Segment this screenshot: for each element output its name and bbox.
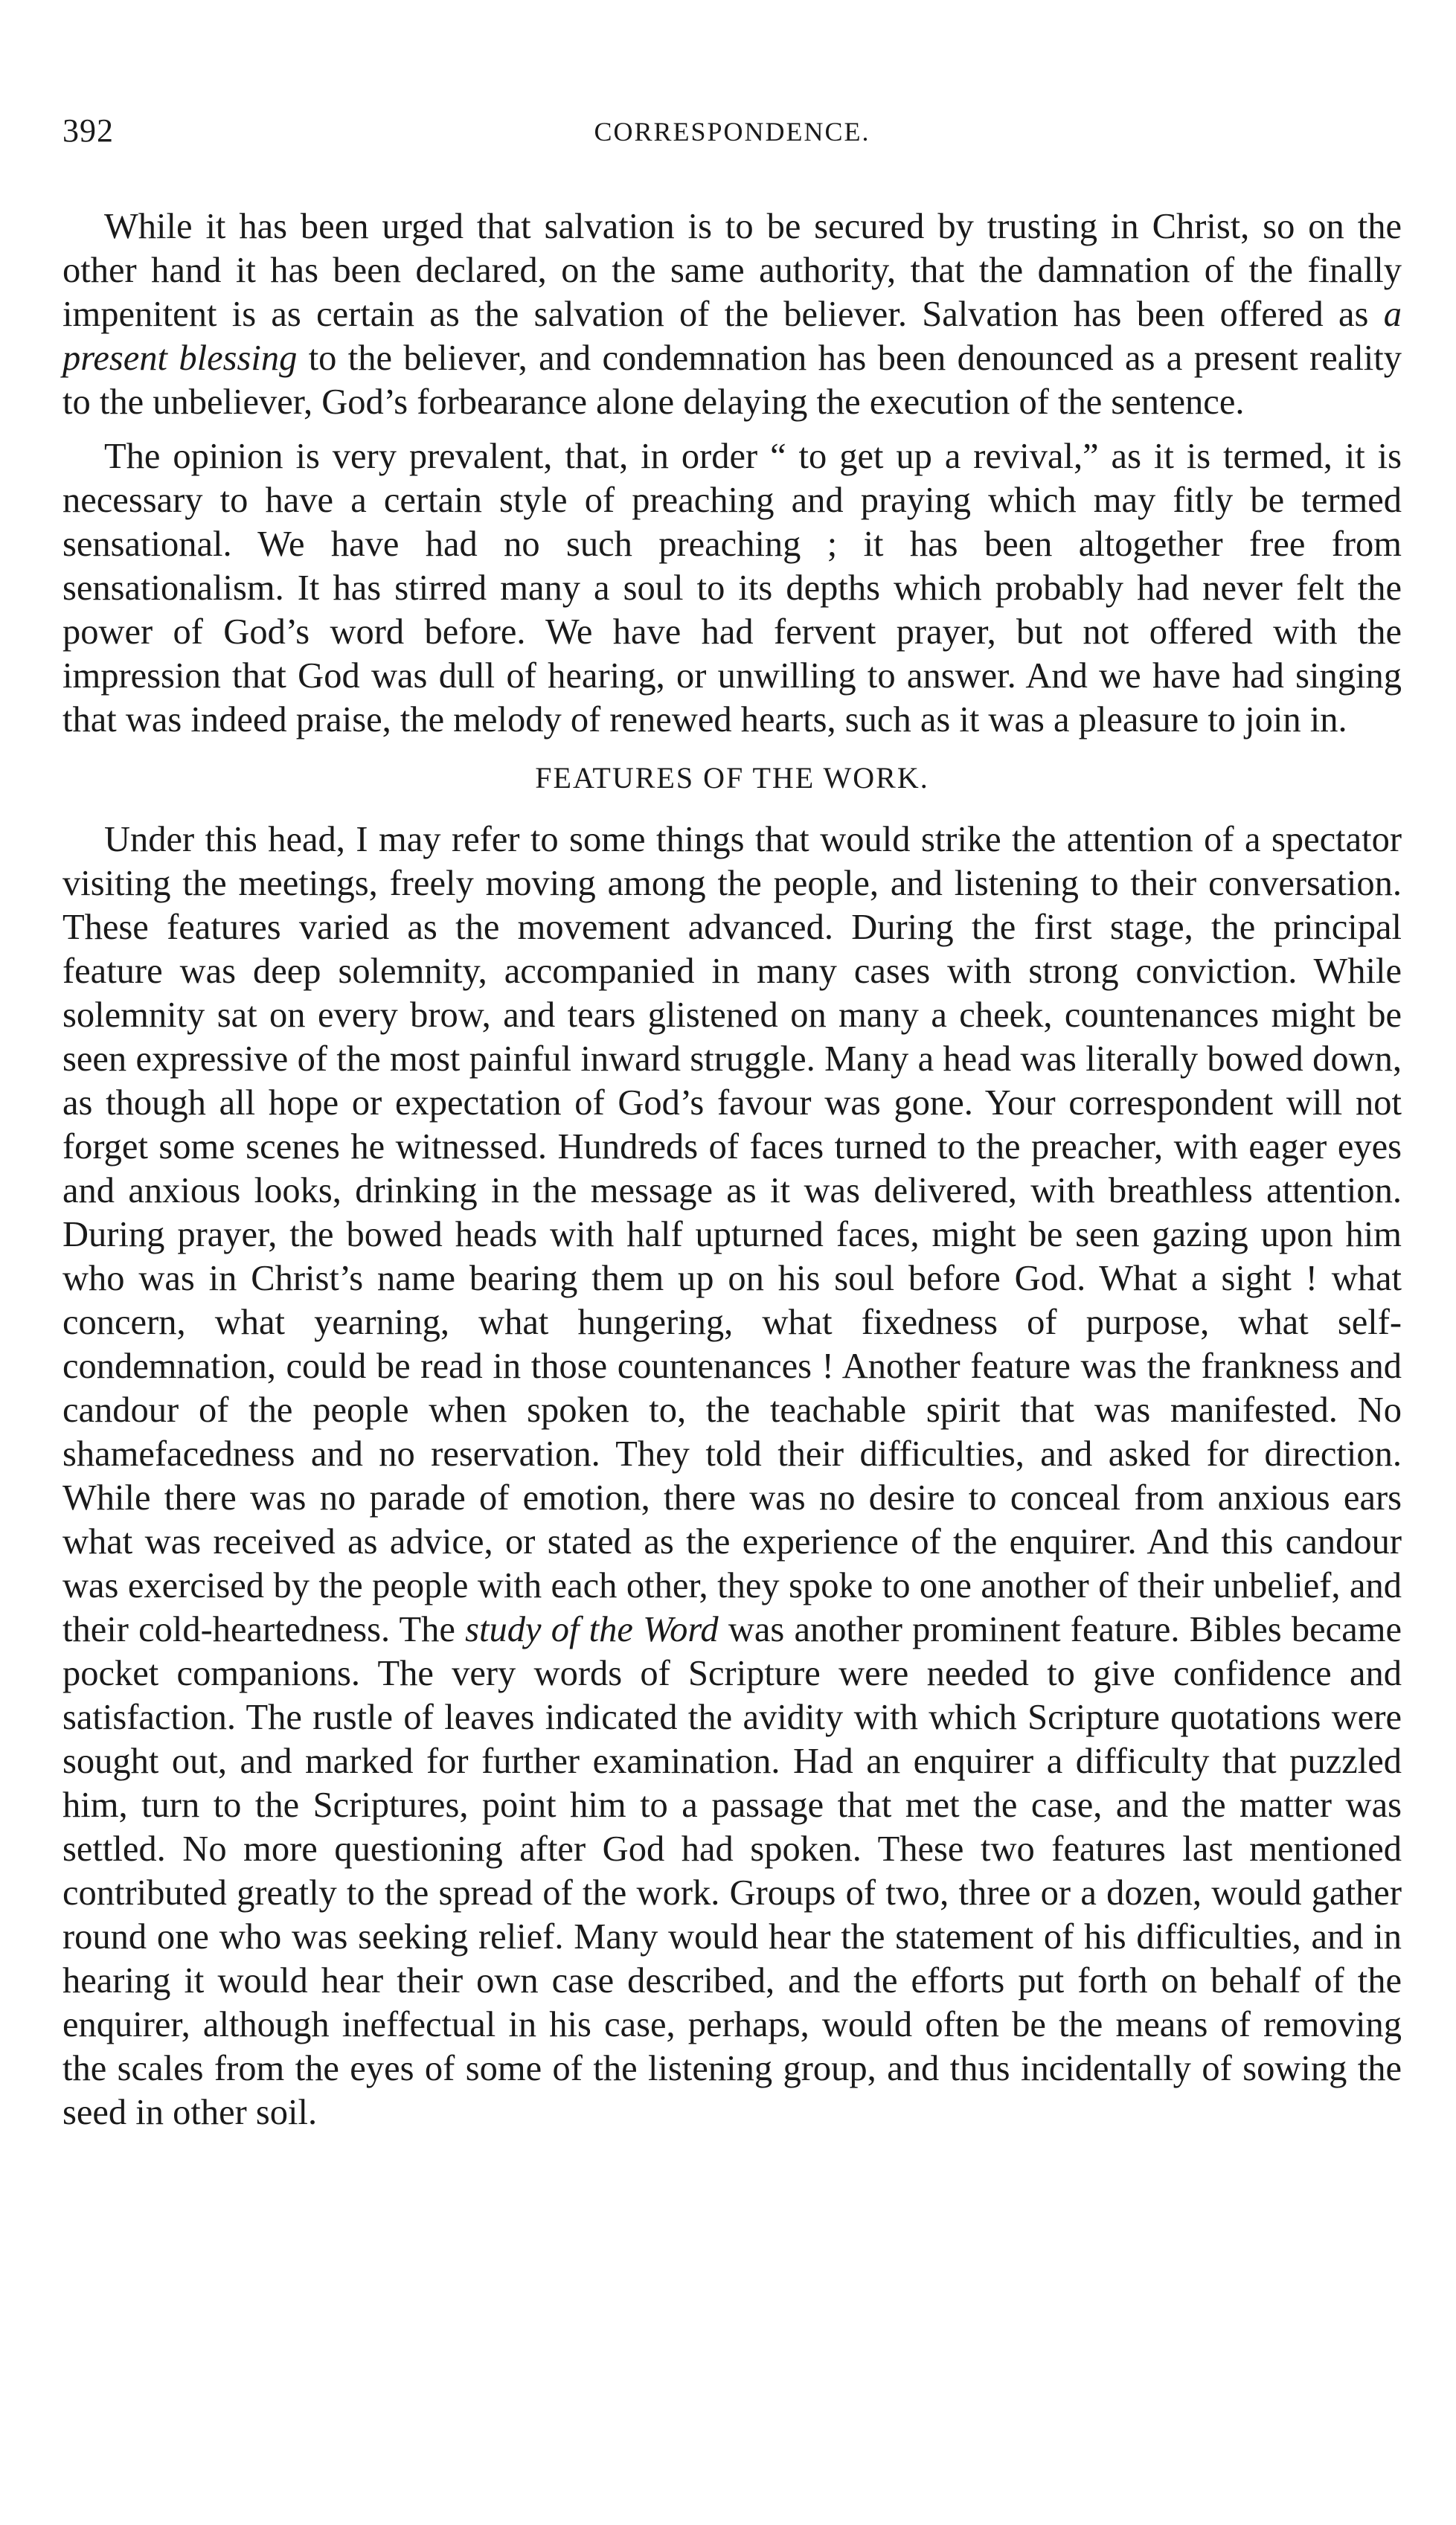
paragraph-salvation — [62, 205, 1402, 424]
body-text — [62, 205, 1402, 2134]
running-title: CORRESPONDENCE. — [594, 117, 870, 147]
section-heading: FEATURES OF THE WORK. — [535, 761, 929, 795]
running-head — [62, 112, 1402, 164]
italic-phrase: a present blessing — [62, 295, 1402, 378]
page-number: 392 — [62, 112, 114, 149]
paragraph-text: Under this head, I may refer to some things that would strike the attention of a spectator visiting the meetings, freely moving among the people, and listening to their conversation. These features varied as the movement advanced. During the first stage, the principal feature was deep solemnity, accompanied in many cases with strong conviction. While solemnity sat on every brow, and tears glistened on many a cheek, countenances might be seen expressive of the most painful inward struggle. Many a head was literally bowed down, as though all hope or expectation of God’s favour was gone. Your correspondent will not forget some scenes he witnessed. Hundreds of faces turned to the preacher, with eager eyes and anxious looks, drinking in the message as it was delivered, with breathless attention. During prayer, the bowed heads with half upturned faces, might be seen gazing upon him who was in Christ’s name bearing them up on his soul before God. What a sight ! what concern, what yearning, what hungering, what fixedness of purpose, what self-condemnation, could be read in those countenances ! Another feature was the frankness and candour of the people when spoken to, the teachable spirit that was manifested. No shamefacedness and no reservation. They told their difficulties, and asked for direction. While there was no parade of emotion, there was no desire to conceal from anxious ears what was received as advice, or stated as the experience of the enquirer. And this candour was exercised by the people with each other, they spoke to one another of their unbelief, and their cold-heartedness. The — [62, 820, 1402, 1649]
paragraph-text: While it has been urged that salvation is to be secured by trusting in Christ, so on the other hand it has been declared, on the same authority, that the damnation of the finally impenitent is as certain as the salvation of the believer. Salvation has been offered as — [62, 207, 1402, 334]
paragraph-features — [62, 818, 1402, 2134]
paragraph-text: was another prominent feature. Bibles became pocket companions. The very words of Scripture were needed to give confidence and satisfaction. The rustle of leaves indicated the avidity with which Scripture quotations were sought out, and marked for further examination. Had an enquirer a difficulty that puzzled him, turn to the Scriptures, point him to a passage that met the case, and the matter was settled. No more questioning after God had spoken. These two features last mentioned contributed greatly to the spread of the work. Groups of two, three or a dozen, would gather round one who was seeking relief. Many would hear the statement of his difficulties, and in hearing it would hear their own case described, and the efforts put forth on behalf of the enquirer, although ineffectual in his case, perhaps, would often be the means of removing the scales from the eyes of some of the listening group, and thus incidentally of sowing the seed in other soil. — [62, 1610, 1402, 2132]
paragraph-text: to the believer, and condemnation has been denounced as a present reality to the unbeliever, God’s forbearance alone delaying the execution of the sentence. — [62, 339, 1402, 422]
paragraph-revival-opinion: The opinion is very prevalent, that, in order “ to get up a revival,” as it is termed, it is necessary to have a certain style of preaching and praying which may fitly be termed sensational. We have had no such preaching ; it has been altogether free from sensationalism. It has stirred many a soul to its depths which probably had never felt the power of God’s word before. We have had fervent prayer, but not offered with the impression that God was dull of hearing, or unwilling to answer. And we have had singing that was indeed praise, the melody of renewed hearts, such as it was a pleasure to join in. — [62, 437, 1402, 739]
document-page — [62, 112, 1402, 2134]
italic-phrase: study of the Word — [465, 1610, 719, 1649]
